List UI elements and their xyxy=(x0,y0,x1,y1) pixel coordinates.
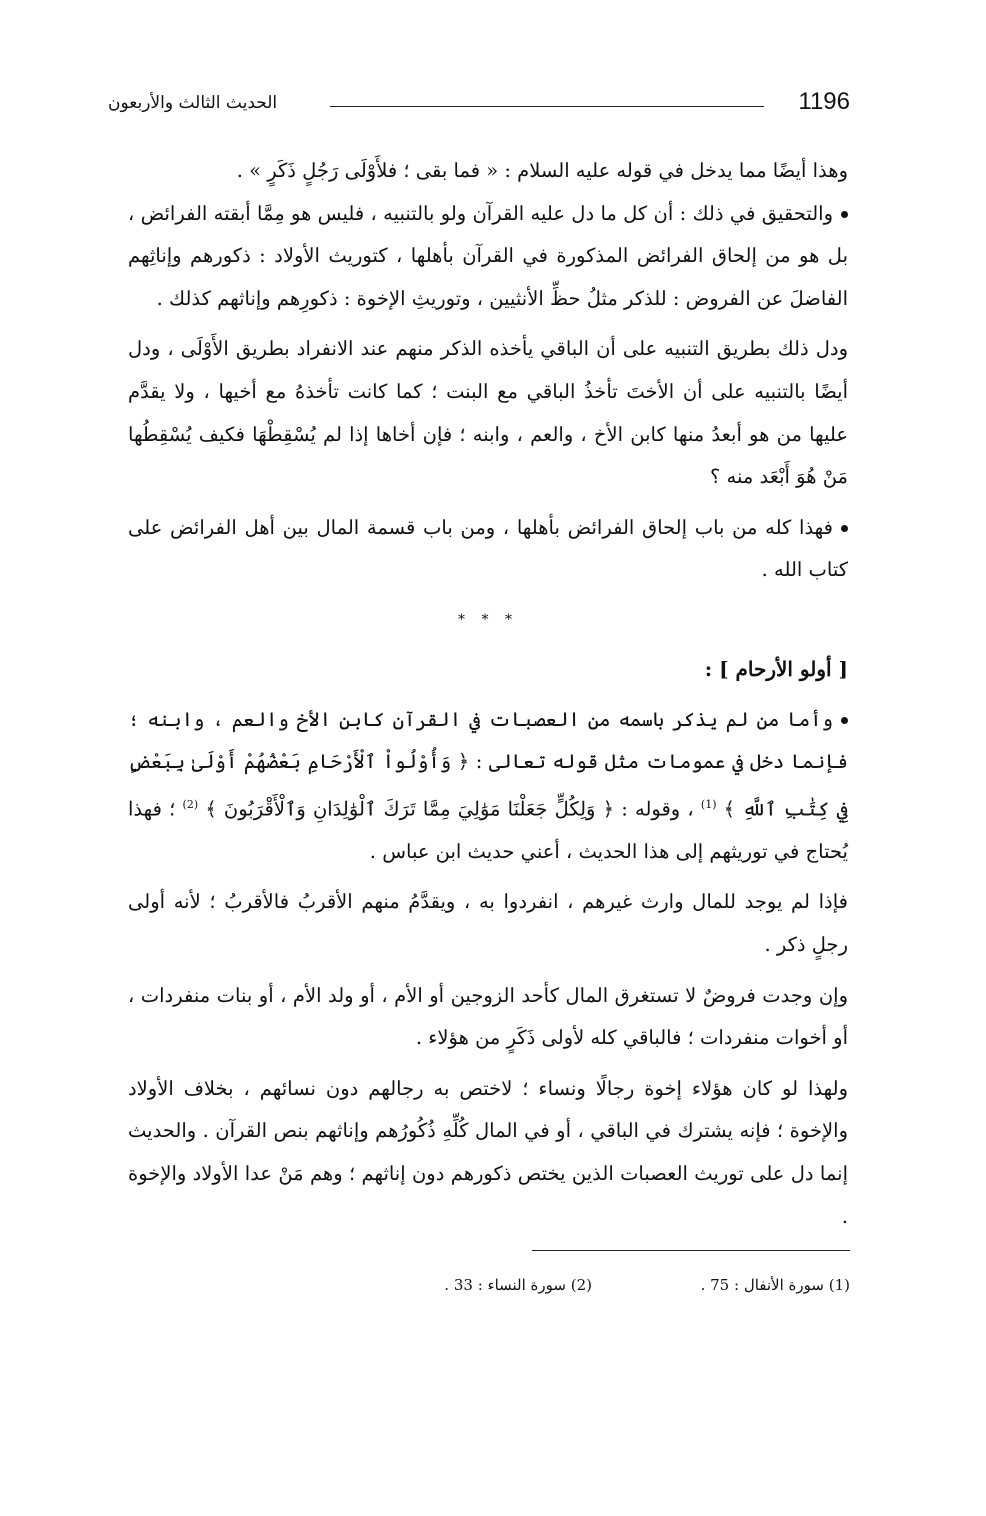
running-title: الحديث الثالث والأربعون xyxy=(108,93,278,113)
paragraph: فإذا لم يوجد للمال وارث غيرهم ، انفردوا به ، ويقدَّمُ منهم الأقربُ فالأقربُ ؛ لأنه أولى رجلٍ ذكر . xyxy=(128,890,848,956)
page-header xyxy=(108,86,850,126)
bullet-icon xyxy=(841,211,848,218)
footnote-1: (1) سورة الأنفال : 75 . xyxy=(700,1276,850,1294)
paragraph: وإن وجدت فروضٌ لا تستغرق المال كأحد الزوجين أو الأم ، أو ولد الأم ، أو بنات منفردات ، أو أخوات منفردات ؛ فالباقي كله لأولى ذَكَرٍ من هؤلاء . xyxy=(128,983,848,1050)
paragraph: ولهذا لو كان هؤلاء إخوة رجالًا ونساء ؛ لاختص به رجالهم دون نسائهم ، بخلاف الأولاد والإخوة ؛ فإنه يشترك في الباقي ، أو في المال كُلِّهِ ذُكُورُهم وإناثهم بنص القرآن . والحديث إنما دل على توريث العصبات الذين يختص ذكورهم دون إناثهم ؛ وهم مَنْ عدا الأولاد والإخوة . xyxy=(128,1076,848,1228)
quran-verse: ﴿ وَلِكُلٍّ جَعَلْنَا مَوَٰلِيَ مِمَّا تَرَكَ ٱلْوَٰلِدَانِ وَٱلْأَقْرَبُونَ ﴾ xyxy=(205,797,615,821)
footnote-rule xyxy=(532,1250,850,1251)
paragraph xyxy=(128,507,848,592)
section-separator: * * * xyxy=(458,611,518,628)
bullet-icon xyxy=(841,525,848,532)
paragraph: وهذا أيضًا مما يدخل في قوله عليه السلام : « فما بقى ؛ فلأَوْلَى رَجُلٍ ذَكَرٍ » . xyxy=(236,159,848,182)
paragraph-text: وأما من لم يذكر باسمه من العصبات في القرآن كابن الأخ والعم ، وابنه ؛ فإنما دخل في عمومات مثل قوله تعالى : xyxy=(128,707,848,774)
footnote-marker: (1) xyxy=(700,797,717,811)
paragraph xyxy=(128,193,848,321)
paragraph: ودل ذلك بطريق التنبيه على أن الباقي يأخذه الذكر منهم عند الانفراد بطريق الأَوْلَى ، ودل أيضًا بالتنبيه على أن الأختَ تأخذُ الباقي مع البنت ؛ كما كانت تأخذهُ مع أخيها ، ولا يقدَّم عليها من هو أبعدُ منها كابن الأخ ، والعم ، وابنه ؛ فإن أخاها إذا لم يُسْقِطْهَا فكيف يُسْقِطُها مَنْ هُوَ أَبْعَد منه ؟ xyxy=(128,337,849,489)
section-heading: [ أولو الأرحام ] : xyxy=(704,656,848,681)
footnotes xyxy=(280,1270,850,1304)
paragraph-text: ؛ فهذا يُحتاج في توريثهم إلى هذا الحديث ، أعني حديث ابن عباس . xyxy=(128,797,848,863)
quran-verse: ﴿ وَأُوْلُواْ ٱلْأَرْحَامِ بَعْضُهُمْ أَوْلَىٰ بِبَعْضٍ فِي كِتَٰبِ ٱللَّهِ ﴾ xyxy=(128,750,849,821)
footnote-2: (2) سورة النساء : 33 . xyxy=(444,1276,592,1294)
main-text xyxy=(128,150,848,1238)
paragraph-text: فهذا كله من باب إلحاق الفرائض بأهلها ، ومن باب قسمة المال بين أهل الفرائض على كتاب الله . xyxy=(128,515,848,582)
paragraph xyxy=(128,699,848,874)
footnote-marker: (2) xyxy=(182,797,199,811)
paragraph-text: والتحقيق في ذلك : أن كل ما دل عليه القرآن ولو بالتنبيه ، فليس هو مِمَّا أبقته الفرائض ، بل هو من إلحاق الفرائض المذكورة في القرآن بأهلها ، كتوريث الأولاد : ذكورهم وإناثِهم الفاضلَ عن الفروض : للذكر مثلُ حظِّ الأنثيين ، وتوريثِ الإخوة : ذكورِهم وإناثهم كذلك . xyxy=(128,201,848,310)
page-number: 1196 xyxy=(798,88,850,115)
bullet-icon xyxy=(841,717,848,724)
header-rule xyxy=(330,106,764,107)
paragraph-text: ، وقوله : xyxy=(621,797,694,821)
